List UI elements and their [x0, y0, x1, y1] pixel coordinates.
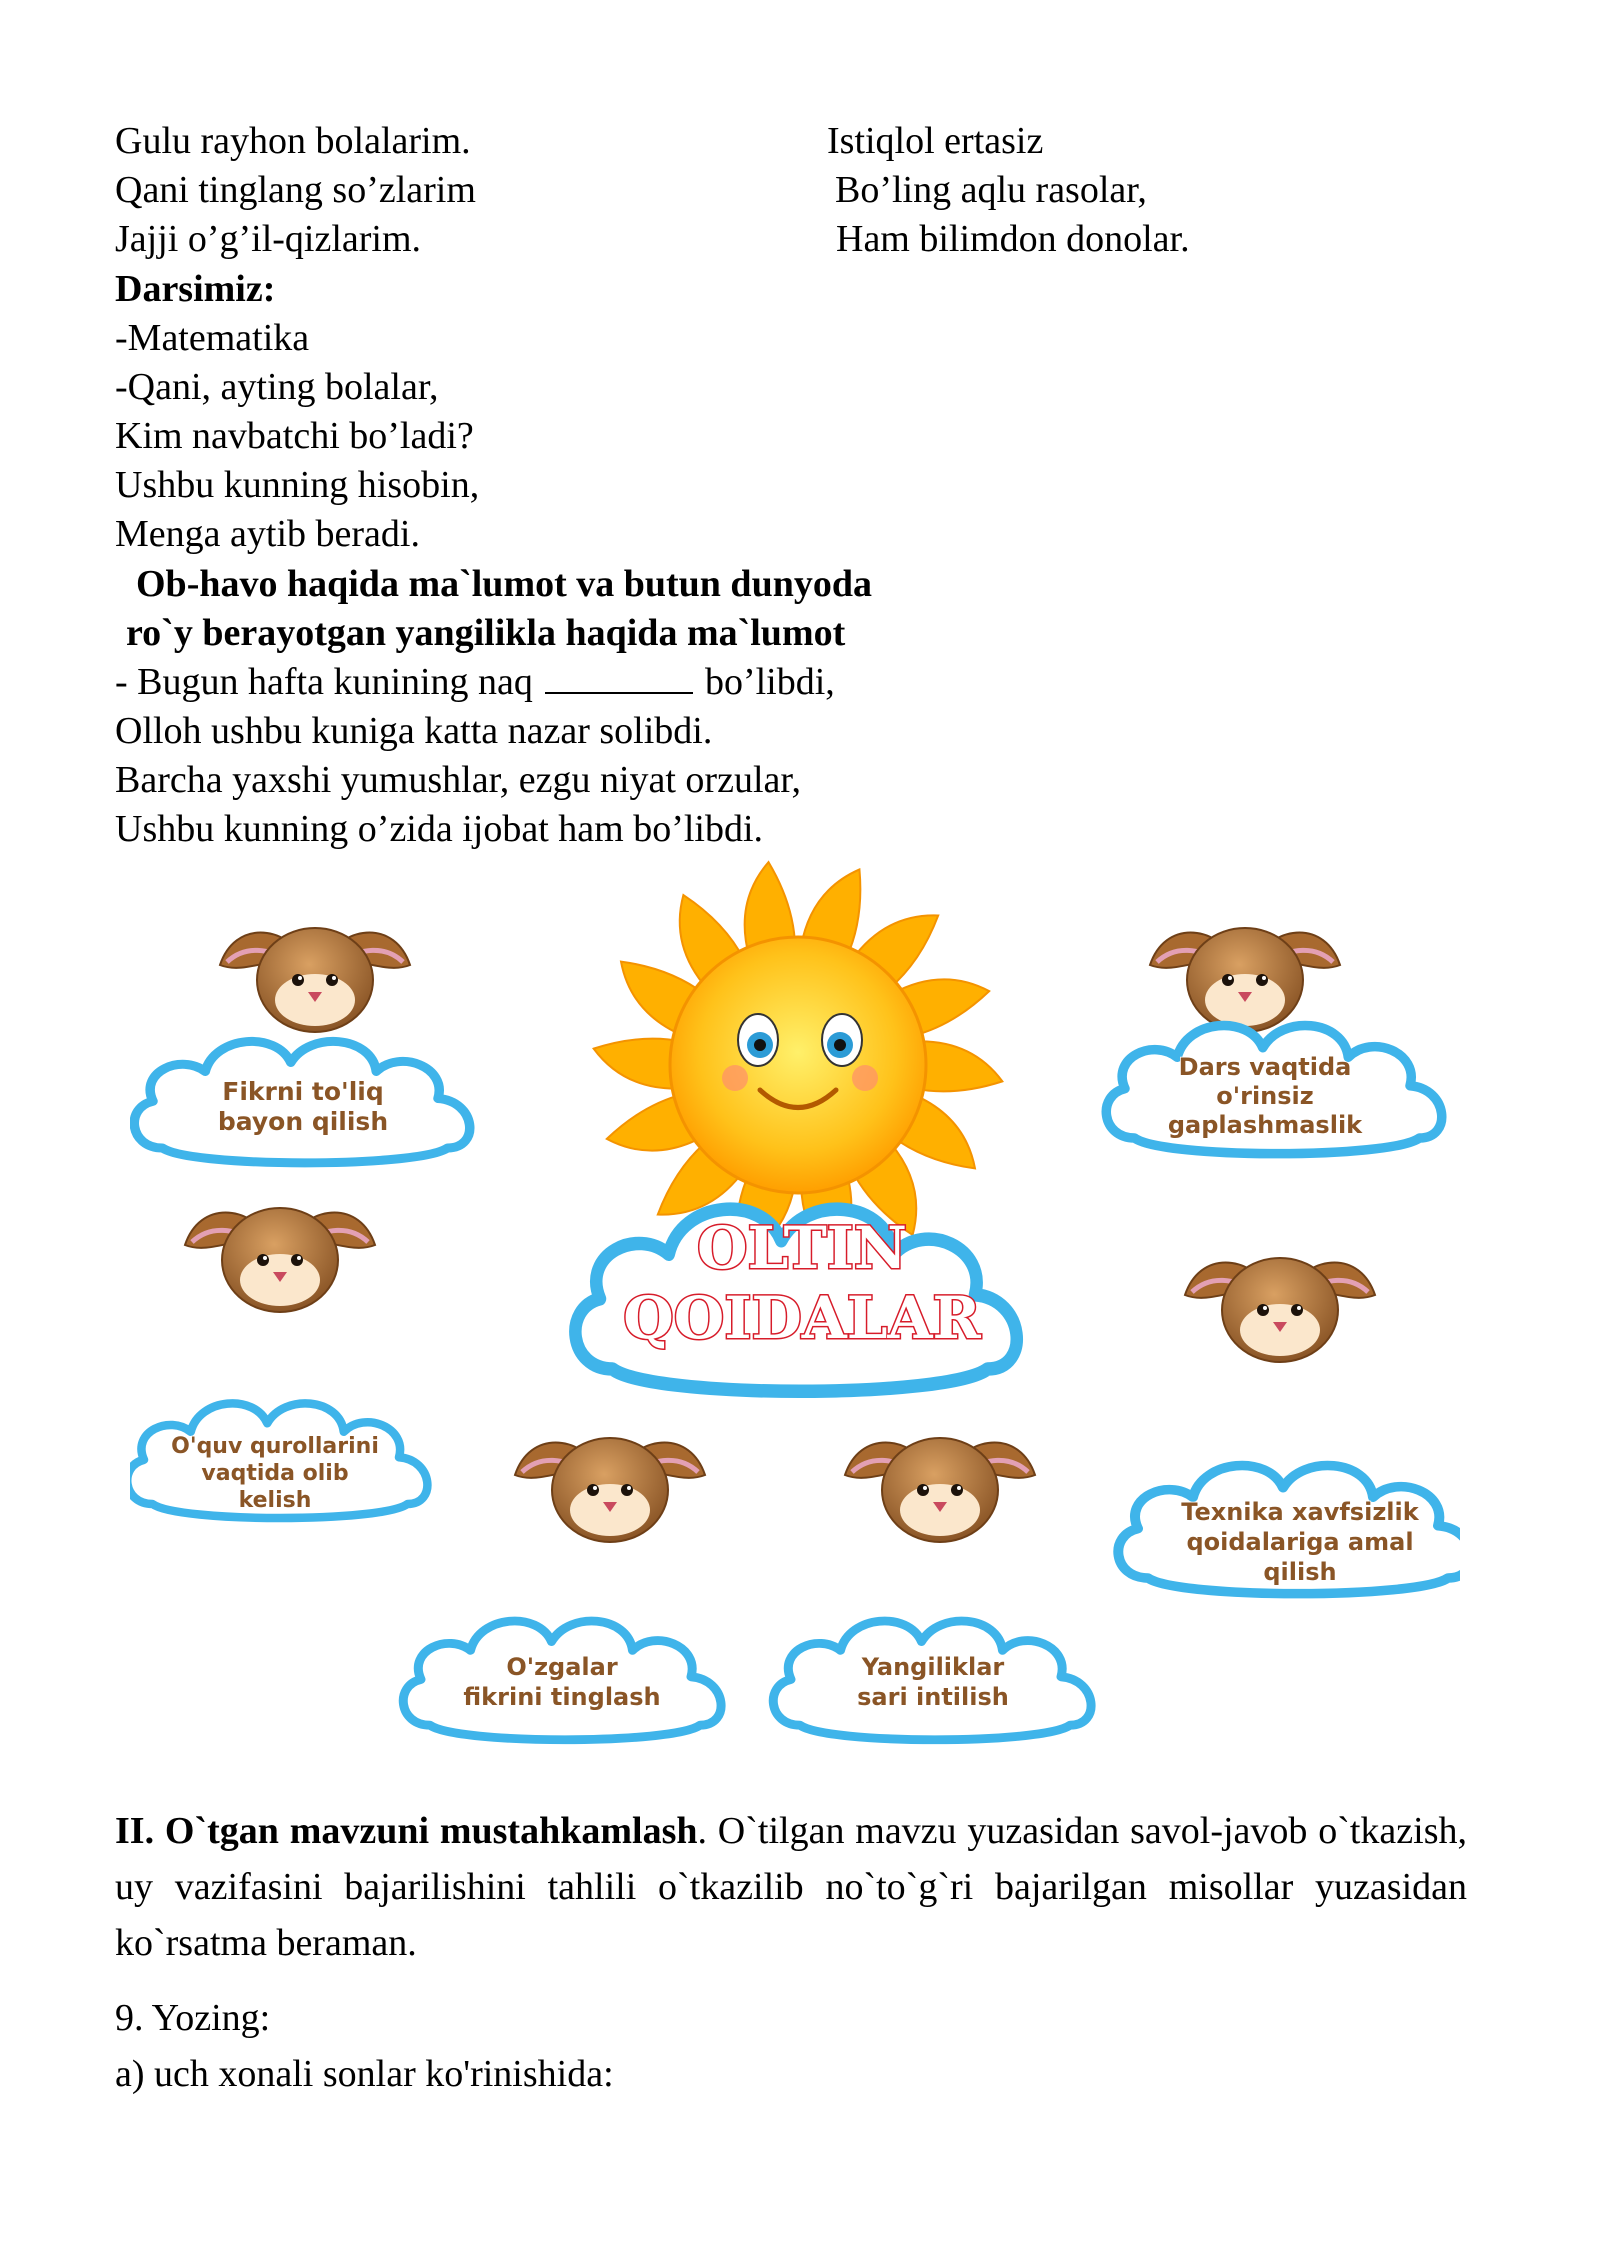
rule-3-line-1: O'quv qurollarini [171, 1434, 379, 1459]
day-blank[interactable] [545, 662, 693, 694]
day-line-start: - Bugun hafta kunining naq [115, 661, 533, 703]
poem-right-line-1: Istiqlol ertasiz [827, 120, 1044, 162]
poem-left-line-3: Jajji o’g’il-qizlarim. [115, 218, 422, 260]
rule-1-line-2: bayon qilish [217, 1107, 389, 1136]
golden-rules-illustration [130, 850, 1460, 1785]
rule-2-line-3: gaplashmaslik [1167, 1111, 1363, 1139]
rule-4-line-3: qilish [1263, 1558, 1337, 1586]
rule-1-line-1: Fikrni to'liq [222, 1077, 384, 1106]
verse-line-1: Olloh ushbu kuniga katta nazar solibdi. [115, 710, 713, 752]
rule-3-line-2: vaqtida olib [201, 1461, 349, 1486]
poem-right-line-2: Bo’ling aqlu rasolar, [835, 169, 1147, 211]
poem-left-line-1: Gulu rayhon bolalarim. [115, 120, 471, 162]
lesson-line-4: Ushbu kunning hisobin, [115, 464, 480, 506]
lesson-line-3: Kim navbatchi bo’ladi? [115, 415, 474, 457]
section-2-paragraph [115, 1803, 1467, 1971]
rule-6-line-2: sari intilish [857, 1683, 1009, 1711]
rule-6-line-1: Yangiliklar [861, 1653, 1005, 1681]
lesson-heading: Darsimiz: [115, 268, 276, 310]
poem-left-line-2: Qani tinglang so’zlarim [115, 169, 476, 211]
rule-2-line-1: Dars vaqtida [1178, 1053, 1352, 1081]
bird-icon [515, 1438, 705, 1542]
rule-2-line-2: o'rinsiz [1216, 1082, 1314, 1110]
rule-5-line-1: O'zgalar [506, 1653, 618, 1681]
rule-5-line-2: fikrini tinglash [463, 1683, 661, 1711]
poem-right-line-3: Ham bilimdon donolar. [836, 218, 1190, 260]
lesson-line-2: -Qani, ayting bolalar, [115, 366, 439, 408]
bird-icon [845, 1438, 1035, 1542]
verse-line-2: Barcha yaxshi yumushlar, ezgu niyat orzular, [115, 759, 802, 801]
bird-icon [1185, 1258, 1375, 1362]
day-line [115, 658, 835, 706]
rule-3-line-3: kelish [238, 1488, 312, 1513]
section-2-text: . O`tilgan mavzu yuzasidan savol-javob o`tkazish, uy vazifasini bajarilishini tahlili o`tkazilib no`to`g`ri bajarilgan misollar yuzasidan ko`rsatma beraman. [115, 1810, 1468, 1964]
sun-icon [594, 862, 1003, 1268]
bird-icon [220, 928, 410, 1032]
bird-icon [185, 1208, 375, 1312]
section-2-heading: II. O`tgan mavzuni mustahkamlash [115, 1810, 698, 1852]
bird-icon [1150, 928, 1340, 1032]
rule-4-line-2: qoidalariga amal [1186, 1528, 1414, 1556]
task-item-a: a) uch xonali sonlar ko'rinishida: [115, 2053, 614, 2095]
rule-4-line-1: Texnika xavfsizlik [1181, 1498, 1419, 1526]
lesson-line-1: -Matematika [115, 317, 310, 359]
task-title: 9. Yozing: [115, 1997, 271, 2039]
day-line-end: bo’libdi, [704, 661, 835, 703]
lesson-line-5: Menga aytib beradi. [115, 513, 420, 555]
info-heading-1: Ob-havo haqida ma`lumot va butun dunyoda [136, 563, 872, 605]
verse-line-3: Ushbu kunning o’zida ijobat ham bo’libdi. [115, 808, 764, 850]
title-line-1: OLTIN [697, 1214, 907, 1282]
info-heading-2: ro`y berayotgan yangilikla haqida ma`lumot [126, 612, 846, 654]
title-line-2: QOIDALAR [623, 1284, 981, 1352]
